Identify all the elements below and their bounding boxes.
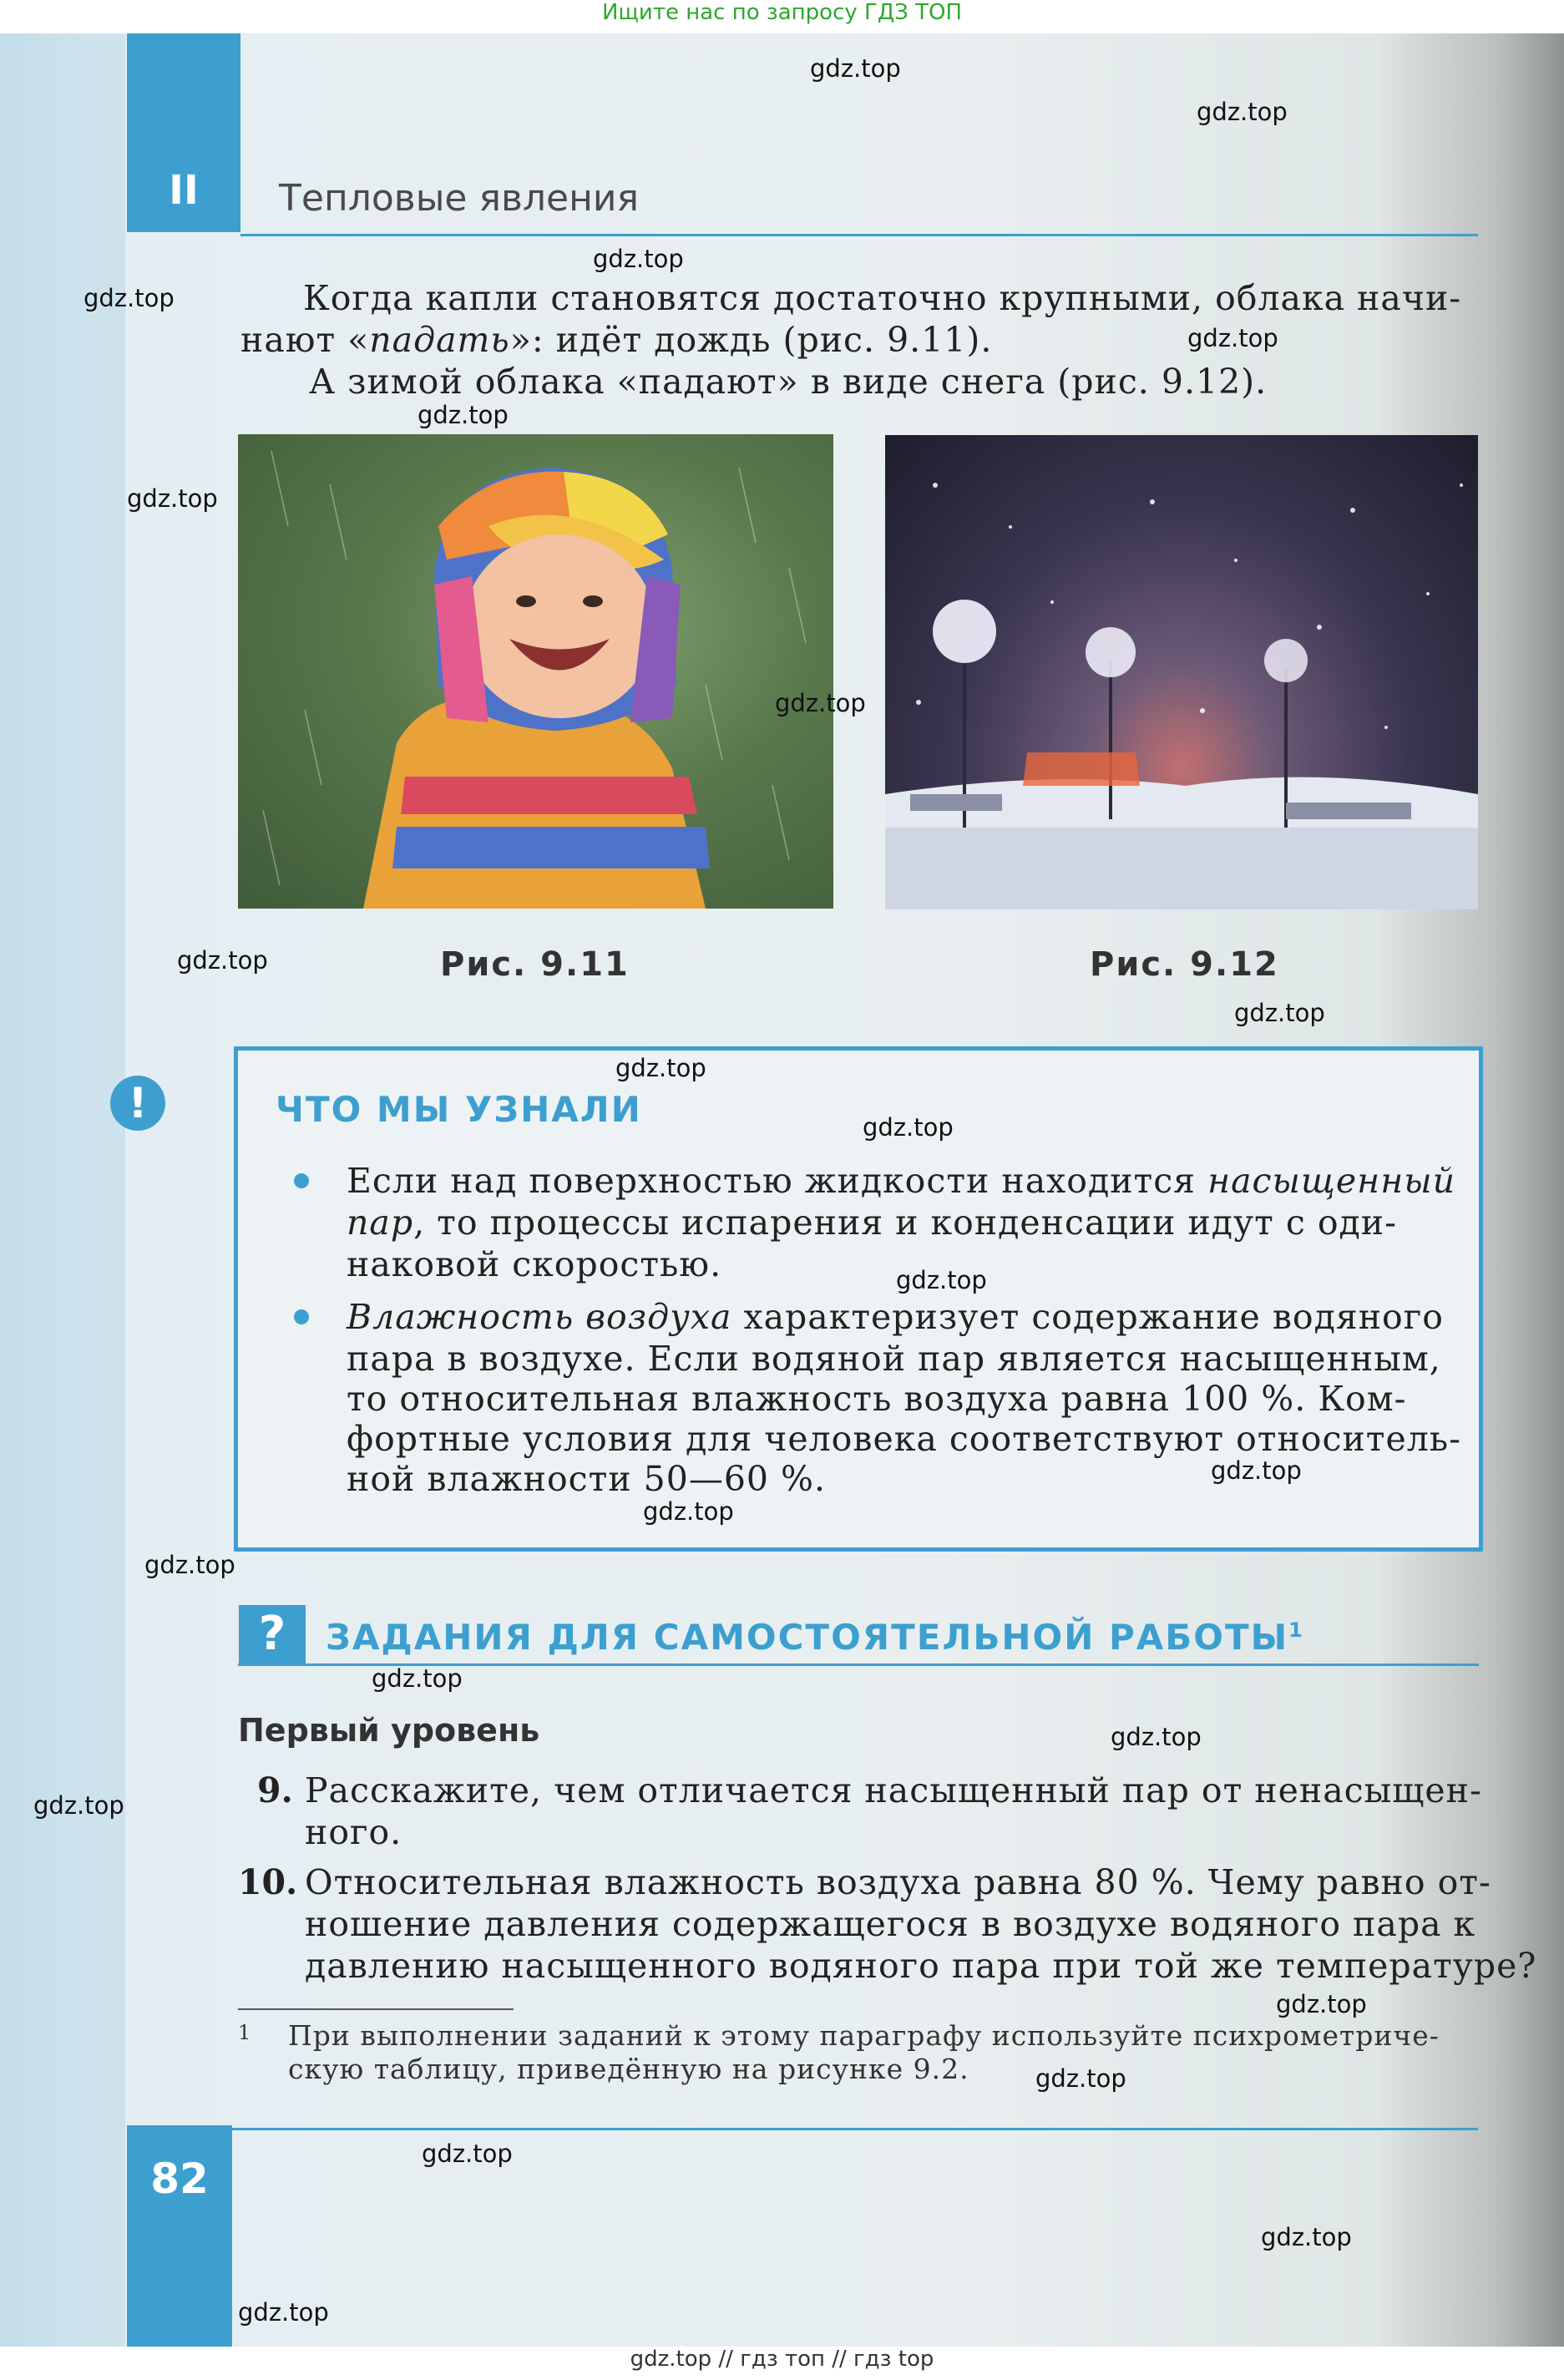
task-9-line-2: ного. — [305, 1812, 402, 1852]
intro-line-3: А зимой облака «падают» в виде снега (рис. 9.12). — [309, 362, 1268, 402]
watermark: gdz.top — [177, 946, 268, 975]
watermark: gdz.top — [1197, 98, 1288, 126]
footnote — [238, 2019, 1440, 2086]
page-margin-band — [0, 33, 125, 2347]
watermark: gdz.top — [863, 1113, 954, 1142]
task-9-number: 9. — [257, 1770, 293, 1810]
watermark: gdz.top — [593, 245, 684, 273]
bottom-banner: gdz.top // гдз топ // гдз top — [0, 2347, 1564, 2380]
task-10-line-3: давлению насыщенного водяного пара при той же температуре? — [305, 1946, 1537, 1986]
summary-heading: ЧТО МЫ УЗНАЛИ — [276, 1089, 642, 1130]
footnote-mark: 1 — [238, 2021, 252, 2044]
watermark: gdz.top — [422, 2139, 513, 2168]
bullet-1 — [294, 1173, 309, 1188]
watermark: gdz.top — [1276, 1990, 1367, 2018]
task-10-line-1: Относительная влажность воздуха равна 80 %. Чему равно от- — [305, 1862, 1491, 1902]
watermark: gdz.top — [1234, 999, 1325, 1027]
watermark: gdz.top — [896, 1266, 987, 1294]
watermark: gdz.top — [238, 2298, 329, 2327]
watermark: gdz.top — [144, 1551, 235, 1579]
summary-b2-line-5: ной влажности 50—60 %. — [347, 1459, 827, 1499]
summary-b1-line-1: Если над поверхностью жидкости находится насыщенный — [347, 1161, 1455, 1201]
top-banner: Ищите нас по запросу ГДЗ ТОП — [601, 0, 963, 25]
summary-b1-line-2: пар, то процессы испарения и конденсации идут с оди- — [347, 1203, 1397, 1243]
chapter-number: II — [169, 167, 199, 214]
footnote-rule — [238, 2008, 514, 2010]
watermark: gdz.top — [84, 284, 175, 312]
watermark: gdz.top — [1261, 2223, 1352, 2251]
watermark: gdz.top — [775, 689, 866, 717]
figure-9-11-child-in-rain — [238, 434, 833, 909]
watermark: gdz.top — [1111, 1723, 1202, 1751]
task-10-number: 10. — [238, 1862, 298, 1902]
snowy-park-illustration — [885, 435, 1478, 909]
header-rule — [240, 234, 1478, 236]
watermark: gdz.top — [1035, 2064, 1126, 2093]
figure-9-12-snowy-park — [885, 435, 1478, 909]
watermark: gdz.top — [1187, 324, 1278, 352]
level-heading: Первый уровень — [238, 1712, 540, 1749]
figure-9-12-caption: Рис. 9.12 — [1090, 945, 1279, 984]
bullet-2 — [294, 1309, 309, 1324]
summary-b2-line-2: пара в воздухе. Если водяной пар является насыщенным, — [347, 1339, 1441, 1379]
watermark: gdz.top — [372, 1664, 463, 1693]
summary-b1-line-3: наковой скоростью. — [347, 1244, 722, 1284]
exclamation-icon: ! — [110, 1076, 165, 1131]
watermark: gdz.top — [615, 1054, 706, 1082]
watermark: gdz.top — [33, 1791, 124, 1820]
summary-b2-line-1: Влажность воздуха характеризует содержание водяного — [347, 1297, 1444, 1337]
child-in-rain-illustration — [238, 434, 833, 909]
footer-rule — [232, 2128, 1478, 2130]
watermark: gdz.top — [1211, 1456, 1302, 1485]
task-9-line-1: Расскажите, чем отличается насыщенный пар от ненасыщен- — [305, 1770, 1482, 1810]
figure-9-11-caption: Рис. 9.11 — [440, 945, 630, 984]
watermark: gdz.top — [643, 1497, 734, 1526]
intro-line-1: Когда капли становятся достаточно крупными, облака начи- — [303, 278, 1462, 318]
tasks-heading: ЗАДАНИЯ ДЛЯ САМОСТОЯТЕЛЬНОЙ РАБОТЫ$^1$ — [326, 1617, 1304, 1658]
summary-b2-line-3: то относительная влажность воздуха равна 100 %. Ком- — [347, 1379, 1407, 1419]
page-number: 82 — [150, 2155, 209, 2203]
summary-b2-line-4: фортные условия для человека соответствуют относитель- — [347, 1419, 1461, 1459]
footnote-line-2: скую таблицу, приведённую на рисунке 9.2. — [288, 2053, 969, 2085]
watermark: gdz.top — [418, 401, 509, 429]
watermark: gdz.top — [810, 54, 901, 83]
question-icon: ? — [239, 1605, 306, 1663]
intro-line-2: нают «падать»: идёт дождь (рис. 9.11). — [240, 320, 993, 360]
task-10-line-2: ношение давления содержащегося в воздухе водяного пара к — [305, 1904, 1476, 1944]
footnote-line-1: При выполнении заданий к этому параграфу используйте психрометриче- — [288, 2019, 1440, 2052]
watermark: gdz.top — [127, 484, 218, 513]
chapter-title: Тепловые явления — [279, 177, 639, 220]
